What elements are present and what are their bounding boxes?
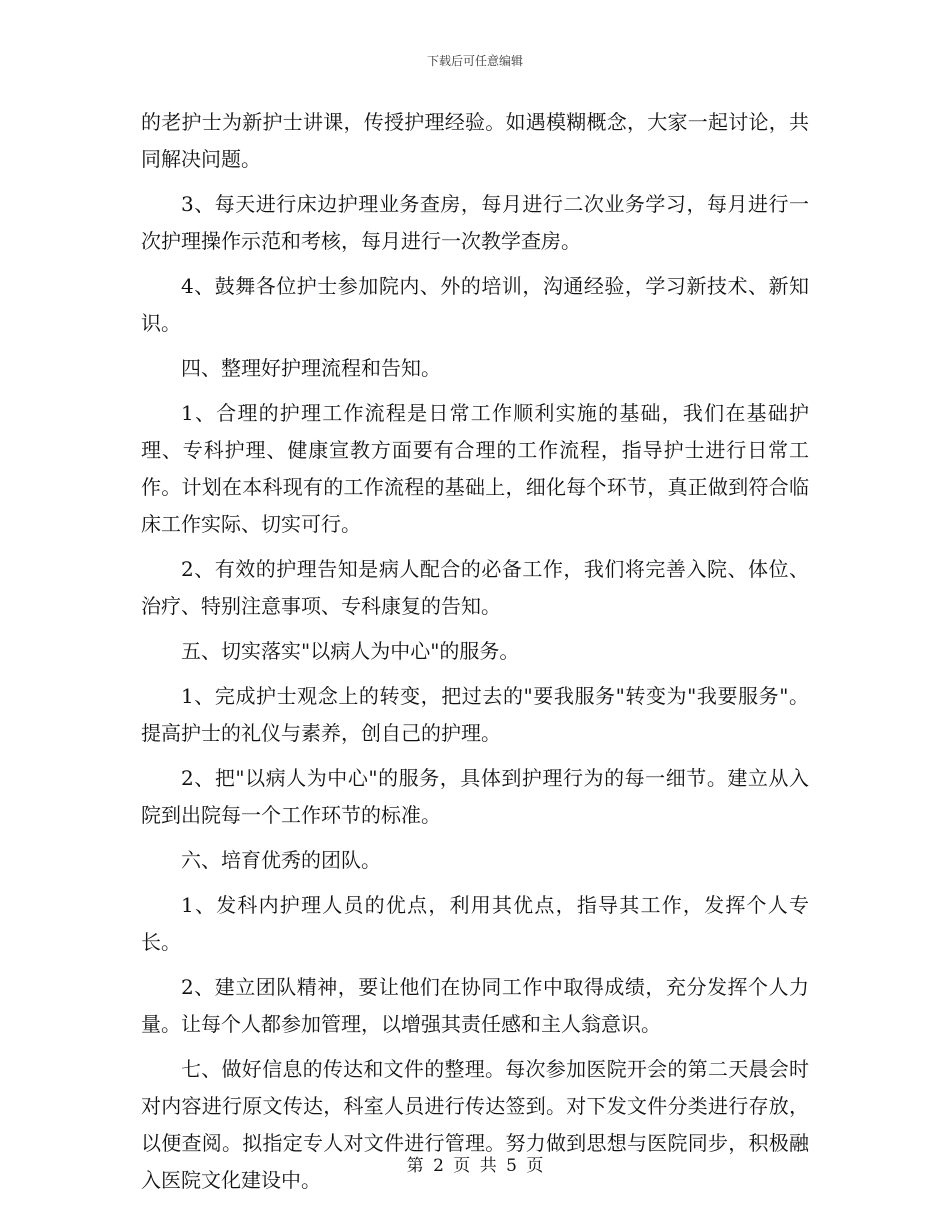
section-heading-4: 四、整理好护理流程和告知。 [181, 356, 441, 380]
paragraph-item-3: 3、每天进行床边护理业务查房，每月进行二次业务学习，每月进行一次护理操作示范和考核，每月进行一次教学查房。 [141, 192, 809, 253]
section-heading-6: 六、培育优秀的团队。 [181, 848, 381, 872]
paragraph-section4-item-1: 1、合理的护理工作流程是日常工作顺利实施的基础，我们在基础护理、专科护理、健康宣教方面要有合理的工作流程，指导护士进行日常工作。计划在本科现有的工作流程的基础上，细化每个环节，真正做到符合临床工作实际、切实可行。 [141, 401, 809, 536]
paragraph-section6-item-2: 2、建立团队精神，要让他们在协同工作中取得成绩，充分发挥个人力量。让每个人都参加管理，以增强其责任感和主人翁意识。 [141, 975, 809, 1036]
section-heading-5: 五、切实落实"以病人为中心"的服务。 [181, 639, 520, 663]
paragraph-section5-item-2: 2、把"以病人为中心"的服务，具体到护理行为的每一细节。建立从入院到出院每一个工作环节的标准。 [141, 766, 809, 827]
paragraph-section6-item-1: 1、发科内护理人员的优点，利用其优点，指导其工作，发挥个人专长。 [141, 893, 809, 954]
section-heading-7: 七、做好信息的传达和文件的整理。每次参加医院开会的第二天晨会时对内容进行原文传达，科室人员进行传达签到。对下发文件分类进行存放，以便查阅。拟指定专人对文件进行管理。努力做到思想与医院同步，积极融入医院文化建设中。 [141, 1057, 809, 1192]
paragraph-item-4: 4、鼓舞各位护士参加院内、外的培训，沟通经验，学习新技术、新知识。 [141, 274, 809, 335]
paragraph-continued: 的老护士为新护士讲课，传授护理经验。如遇模糊概念，大家一起讨论，共同解决问题。 [141, 110, 809, 171]
page-header: 下载后可任意编辑 [426, 54, 523, 68]
paragraph-section4-item-2: 2、有效的护理告知是病人配合的必备工作，我们将完善入院、体位、治疗、特别注意事项、专科康复的告知。 [141, 557, 809, 618]
page-number-footer: 第 2 页 共 5 页 [406, 1156, 544, 1176]
document-body [141, 104, 809, 1207]
paragraph-section5-item-1: 1、完成护士观念上的转变，把过去的"要我服务"转变为"我要服务"。提高护士的礼仪与素养，创自己的护理。 [141, 684, 809, 745]
